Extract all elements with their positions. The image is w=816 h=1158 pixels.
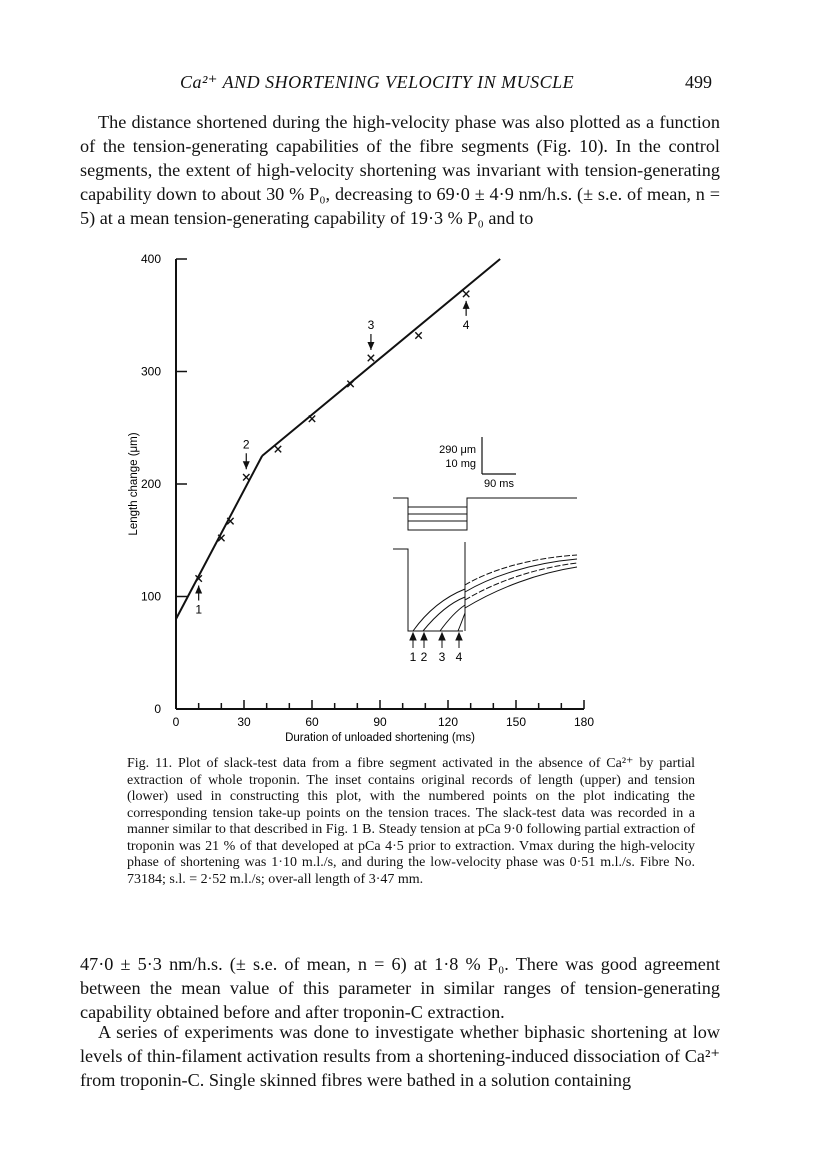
inset-takeup-label-4: 4 (455, 650, 463, 664)
inset-takeup-label-2: 2 (420, 650, 428, 664)
data-point (463, 291, 469, 297)
body-paragraph-bottom-1: 47·0 ± 5·3 nm/h.s. (± s.e. of mean, n = 6) at 1·8 % P₀. There was good agreement between the mean value of this parameter in similar ranges of tension-generating capability obtained before and after troponin-C extraction. (80, 954, 720, 1022)
point-annotation-2 (243, 437, 250, 469)
page-number: 499 (685, 72, 712, 92)
inset-records (393, 437, 577, 664)
y-axis-label: Length change (μm) (128, 432, 140, 536)
fit-lines (176, 259, 500, 619)
x-tick-label: 90 (373, 715, 387, 729)
data-point (275, 446, 281, 452)
inset-scale-bar (439, 437, 516, 490)
y-tick-label: 400 (140, 252, 161, 266)
chart-axes (176, 259, 584, 709)
fit-line (262, 259, 500, 456)
data-points (195, 291, 469, 582)
inset-tension-trace (393, 542, 577, 631)
point-annotations (195, 301, 470, 617)
x-axis-label: Duration of unloaded shortening (ms) (285, 732, 475, 744)
annotation-label: 2 (242, 437, 250, 452)
data-point (309, 416, 315, 422)
data-point (368, 355, 374, 361)
inset-length-trace (393, 498, 577, 530)
x-tick-label: 150 (505, 715, 527, 729)
y-tick-label: 0 (154, 702, 161, 716)
annotation-label: 4 (462, 317, 470, 332)
inset-takeup-arrows (410, 633, 462, 648)
data-point (415, 332, 421, 338)
inset-takeup-label-3: 3 (438, 650, 446, 664)
x-tick-label: 30 (237, 715, 251, 729)
inset-scale-time: 90 ms (484, 478, 514, 490)
body-paragraph-top: The distance shortened during the high-velocity phase was also plotted as a function of the tension-generating capabilities of the fibre segments (Fig. 10). In the control segments, the extent of high-velocity shortening was invariant with tension-generating capability down to about 30 % P₀, decreasing to 69·0 ± 4·9 nm/h.s. (± s.e. of mean, n = 5) at a mean tension-generating capability of 19·3 % P₀ and to (80, 112, 720, 228)
x-tick-label: 60 (305, 715, 319, 729)
inset-scale-tension: 10 mg (445, 458, 476, 470)
data-point (243, 474, 249, 480)
point-annotation-3 (367, 318, 374, 350)
body-paragraph-bottom-2: A series of experiments was done to investigate whether biphasic shortening at low levels of thin-filament activation results from a shortening-induced dissociation of Ca²⁺ from troponin-C. Single skinned fibres were bathed in a solution containing (80, 1022, 720, 1090)
point-annotation-1 (195, 586, 202, 617)
running-title: Ca²⁺ AND SHORTENING VELOCITY IN MUSCLE (180, 72, 575, 92)
x-tick-label: 120 (437, 715, 459, 729)
figure-caption: Fig. 11. Plot of slack-test data from a fibre segment activated in the absence of Ca²⁺ by partial extraction of whole troponin. The inset contains original records of length (upper) and tension (lower) used in constructing this plot, with the numbered points on the plot indicating the corresponding tension take-up points on the tension traces. The slack-test data was recorded in a manner similar to that described in Fig. 1 B. Steady tension at pCa 9·0 following partial extraction of troponin was 21 % of that developed at pCa 4·5 prior to extraction. Vmax during the high-velocity phase of shortening was 1·10 m.l./s, and during the low-velocity phase was 0·51 m.l./s. Fibre No. 73184; s.l. = 2·52 m.l./s; over-all length of 3·47 mm. (127, 756, 695, 887)
y-tick-label: 200 (140, 477, 161, 491)
x-tick-label: 180 (573, 715, 595, 729)
x-tick-label: 0 (172, 715, 180, 729)
y-tick-label: 100 (140, 589, 161, 604)
inset-scale-length: 290 μm (439, 444, 476, 456)
point-annotation-4 (463, 301, 470, 332)
annotation-label: 1 (195, 602, 203, 617)
annotation-label: 3 (367, 318, 375, 332)
inset-takeup-label-1: 1 (409, 650, 417, 664)
y-tick-label: 300 (140, 364, 161, 379)
